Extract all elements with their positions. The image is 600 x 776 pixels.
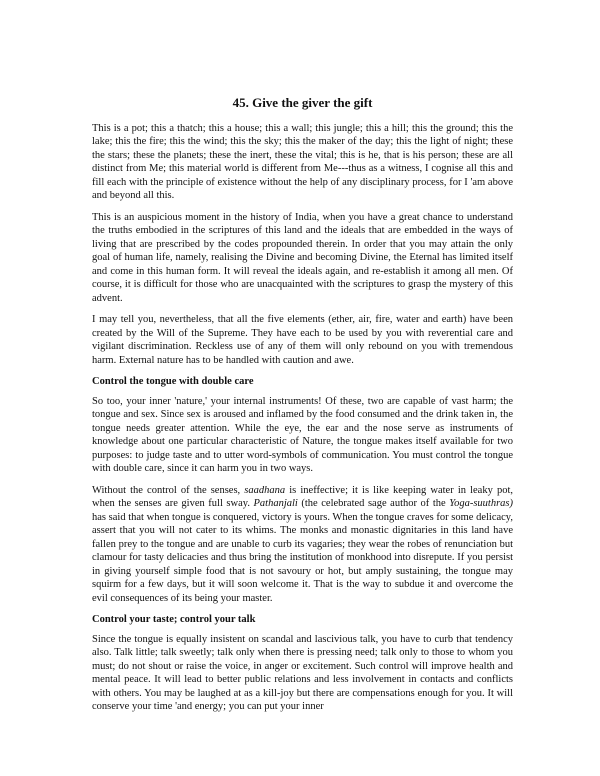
paragraph-5-text-2: is ineffective; it is like keeping water in leaky pot, when the senses are given full sway. [92, 484, 514, 509]
term-saadhana: saadhana [244, 484, 286, 496]
name-pathanjali: Pathanjali [253, 498, 298, 509]
paragraph-2: This is an auspicious moment in the history of India, when you have a great chance to understand the truths embodied in the scriptures of this land and the ideals that are embedded in the ways of living that are prescribed by the codes propounded therein. In order that you may attain the only goal of human life, namely, realising the Divine and becoming Divine, the Eternal has limited itself and come in this human form. It will reveal the ideals again, and re-establish it among all men. Of course, it is difficult for those who are unacquainted with the scriptures to grasp the mystery of this advent. [92, 211, 513, 304]
paragraph-5 [92, 484, 513, 606]
paragraph-1: This is a pot; this a thatch; this a house; this a wall; this jungle; this a hill; this the ground; this the lake; this the fire; this the wind; this the sky; this the maker of the day; this the light of night; these the stars; these the planets; these the inert, these the vital; this is he, that is his person; these are all distinct from Me; this material world is different from Me---thus as a witness, I cognise all this and fill each with the principle of existence without the help of any disciplinary process, for I 'am above and beyond all this. [92, 122, 513, 201]
paragraph-5-text-1: Without the control of the senses, [92, 484, 245, 496]
document-page [92, 96, 513, 722]
section-heading-tongue: Control the tongue with double care [92, 376, 254, 387]
term-yoga-suuthras: Yoga-suuthras) [449, 498, 513, 509]
section-heading-taste-talk: Control your taste; control your talk [92, 614, 256, 625]
paragraph-5-text-4: has said that when tongue is conquered, victory is yours. When the tongue craves for some delicacy, assert that you will not cater to its whims. The monks and monastic dignitaries in this land have fallen prey to the tongue and are unable to curb its vagaries; they wear the robes of renunciation but clamour for tasty delicacies and thus bring the institution of monkhood into disrepute. If you persist in giving yourself simple food that is not savoury or hot, but amply sustaining, the tongue may squirm for a few days, but it will soon welcome it. That is the way to subdue it and overcome the evil consequences of its being your master. [92, 511, 513, 604]
paragraph-5-text-3: (the celebrated sage author of the [297, 498, 450, 509]
paragraph-4: So too, your inner 'nature,' your internal instruments! Of these, two are capable of vast harm; the tongue and sex. Since sex is aroused and inflamed by the food consumed and the drink taken in, the tongue needs greater attention. While the eye, the ear and the nose serve as instruments of knowledge about one particular characteristic of Nature, the tongue makes itself available for two purposes: to judge taste and to utter word-symbols of communication. You must control the tongue with double care, since it can harm you in two ways. [92, 395, 513, 474]
paragraph-6: Since the tongue is equally insistent on scandal and lascivious talk, you have to curb that tendency also. Talk little; talk sweetly; talk only when there is pressing need; talk only to those to whom you must; do not shout or raise the voice, in anger or excitement. Such control will improve health and mental peace. It will lead to better public relations and less involvement in contacts and conflicts with others. You may be laughed at as a kill-joy but there are compensations enough for you. It will conserve your time 'and energy; you can put your inner [92, 633, 513, 712]
chapter-title: 45. Give the giver the gift [232, 95, 373, 110]
paragraph-3: I may tell you, nevertheless, that all the five elements (ether, air, fire, water and earth) have been created by the Will of the Supreme. They have each to be used by you with reverential care and vigilant discrimination. Reckless use of any of them will only rebound on you with tremendous harm. External nature has to be handled with caution and awe. [92, 314, 513, 366]
